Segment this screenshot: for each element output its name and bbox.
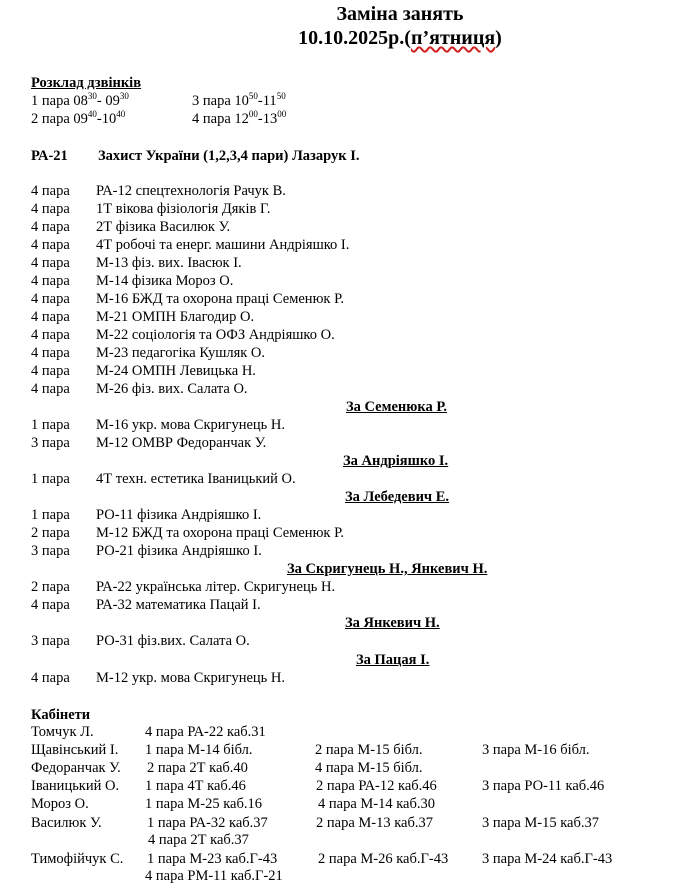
cabinet-cell: 2 пара РА-12 каб.46	[316, 778, 437, 794]
cabinet-cell: 1 пара М-23 каб.Г-43	[147, 851, 278, 867]
row-pair: 3 пара	[31, 633, 70, 649]
row-text: 2Т фізика Василюк У.	[96, 219, 231, 235]
cabinet-cell: 2 пара 2Т каб.40	[147, 760, 248, 776]
row-pair: 1 пара	[31, 417, 70, 433]
bell-pair-2: 2 пара $09^{40}-10^{40}$	[31, 109, 126, 127]
row-text: М-16 укр. мова Скригунець Н.	[96, 417, 285, 433]
row-text: М-12 БЖД та охорона праці Семенюк Р.	[96, 525, 344, 541]
row-text: 4Т робочі та енерг. машини Андріяшко І.	[96, 237, 350, 253]
row-text: М-23 педагогіка Кушляк О.	[96, 345, 266, 361]
bell-pair-4: 4 пара $12^{00}-13^{00}$	[192, 109, 287, 127]
row-pair: 4 пара	[31, 255, 70, 271]
section-heading: За Андріяшко І.	[343, 453, 449, 469]
cabinet-cell: 4 пара М-15 бібл.	[315, 760, 423, 776]
row-text: РА-12 спецтехнологія Рачук В.	[96, 183, 286, 199]
row-pair: 3 пара	[31, 435, 70, 451]
group-subject: Захист України (1,2,3,4 пари) Лазарук І.	[98, 148, 360, 164]
row-pair: 4 пара	[31, 273, 70, 289]
cabinet-cell: 3 пара М-24 каб.Г-43	[482, 851, 613, 867]
row-pair: 2 пара	[31, 579, 70, 595]
row-pair: 4 пара	[31, 219, 70, 235]
row-text: 1Т вікова фізіологія Дяків Г.	[96, 201, 271, 217]
cabinet-cell: 1 пара М-14 бібл.	[145, 742, 253, 758]
row-text: М-12 ОМВР Федоранчак У.	[96, 435, 267, 451]
section-heading: За Янкевич Н.	[345, 615, 440, 631]
bell-pair-3: 3 пара $10^{50}-11^{50}$	[192, 91, 286, 109]
cabinet-cell: 4 пара РА-22 каб.31	[145, 724, 266, 740]
row-pair: 4 пара	[31, 183, 70, 199]
date-suffix: )	[495, 27, 502, 49]
cabinet-name: Василюк У.	[31, 815, 102, 831]
row-pair: 4 пара	[31, 237, 70, 253]
row-text: М-22 соціологія та ОФЗ Андріяшко О.	[96, 327, 335, 343]
row-pair: 4 пара	[31, 327, 70, 343]
cabinet-name: Щавінський І.	[31, 742, 119, 758]
cabinet-cell: 4 пара РМ-11 каб.Г-21	[145, 868, 283, 884]
row-text: М-14 фізика Мороз О.	[96, 273, 234, 289]
row-pair: 4 пара	[31, 363, 70, 379]
row-pair: 2 пара	[31, 525, 70, 541]
row-text: РО-11 фізика Андріяшко І.	[96, 507, 262, 523]
date-day: п’ятниця	[410, 27, 496, 49]
row-pair: 4 пара	[31, 291, 70, 307]
page-date	[0, 26, 700, 50]
cabinet-cell: 1 пара 4Т каб.46	[145, 778, 246, 794]
cabinet-cell: 2 пара М-26 каб.Г-43	[318, 851, 449, 867]
section-heading: За Скригунець Н., Янкевич Н.	[287, 561, 488, 577]
row-text: РО-21 фізика Андріяшко І.	[96, 543, 262, 559]
cabinet-cell: 2 пара М-13 каб.37	[316, 815, 433, 831]
row-text: М-26 фіз. вих. Салата О.	[96, 381, 248, 397]
date-prefix: 10.10.2025р.(	[298, 27, 411, 49]
cabinets-heading: Кабінети	[31, 707, 91, 723]
row-text: М-21 ОМПН Благодир О.	[96, 309, 255, 325]
cabinet-cell: 4 пара 2Т каб.37	[148, 832, 249, 848]
cabinet-cell: 4 пара М-14 каб.30	[318, 796, 435, 812]
bells-heading: Розклад дзвінків	[31, 75, 142, 91]
row-text: РА-32 математика Пацай І.	[96, 597, 261, 613]
cabinet-name: Тимофійчук С.	[31, 851, 124, 867]
cabinet-name: Федоранчак У.	[31, 760, 121, 776]
row-pair: 4 пара	[31, 201, 70, 217]
cabinet-name: Томчук Л.	[31, 724, 94, 740]
cabinet-cell: 2 пара М-15 бібл.	[315, 742, 423, 758]
row-pair: 4 пара	[31, 309, 70, 325]
row-pair: 3 пара	[31, 543, 70, 559]
row-text: РА-22 українська літер. Скригунець Н.	[96, 579, 336, 595]
bell-pair-1: 1 пара $08^{30}-$ $09^{30}$	[31, 91, 129, 109]
section-heading: За Семенюка Р.	[346, 399, 448, 415]
cabinet-name: Іваницький О.	[31, 778, 120, 794]
row-text: М-13 фіз. вих. Івасюк І.	[96, 255, 242, 271]
row-text: 4Т техн. естетика Іваницький О.	[96, 471, 296, 487]
row-pair: 4 пара	[31, 381, 70, 397]
row-pair: 4 пара	[31, 345, 70, 361]
cabinet-cell: 1 пара РА-32 каб.37	[147, 815, 268, 831]
row-text: М-24 ОМПН Левицька Н.	[96, 363, 256, 379]
cabinet-cell: 3 пара М-16 бібл.	[482, 742, 590, 758]
row-pair: 4 пара	[31, 670, 70, 686]
row-pair: 1 пара	[31, 471, 70, 487]
cabinet-cell: 1 пара М-25 каб.16	[145, 796, 262, 812]
row-text: РО-31 фіз.вих. Салата О.	[96, 633, 250, 649]
cabinet-name: Мороз О.	[31, 796, 89, 812]
row-text: М-12 укр. мова Скригунець Н.	[96, 670, 285, 686]
section-heading: За Пацая І.	[356, 652, 430, 668]
group-code: РА-21	[31, 148, 68, 164]
row-pair: 1 пара	[31, 507, 70, 523]
cabinet-cell: 3 пара РО-11 каб.46	[482, 778, 605, 794]
row-text: М-16 БЖД та охорона праці Семенюк Р.	[96, 291, 344, 307]
cabinet-cell: 3 пара М-15 каб.37	[482, 815, 599, 831]
page-title: Заміна занять	[336, 3, 464, 25]
row-pair: 4 пара	[31, 597, 70, 613]
section-heading: За Лебедевич Е.	[345, 489, 450, 505]
